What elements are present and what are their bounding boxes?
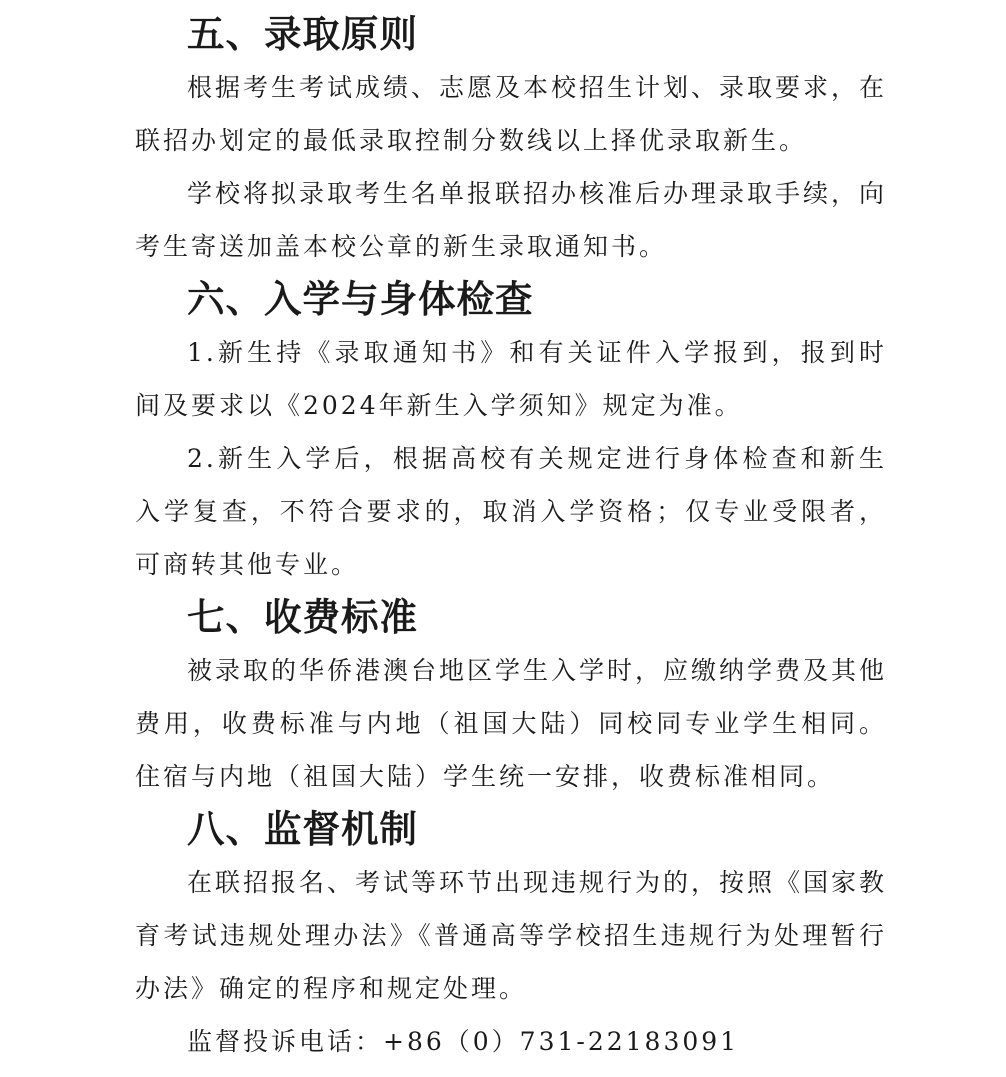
section-heading-fee-standards: 七、收费标准 [187, 595, 418, 639]
paragraph: 1.新生持《录取通知书》和有关证件入学报到，报到时间及要求以《2024年新生入学须知》规定为准。 [135, 338, 887, 420]
complaint-hotline: 监督投诉电话：+86（0）731-22183091 [187, 1027, 740, 1056]
paragraph: 被录取的华侨港澳台地区学生入学时，应缴纳学费及其他费用，收费标准与内地（祖国大陆）同校同专业学生相同。住宿与内地（祖国大陆）学生统一安排，收费标准相同。 [135, 656, 888, 791]
paragraph: 学校将拟录取考生名单报联招办核准后办理录取手续，向考生寄送加盖本校公章的新生录取通知书。 [135, 179, 888, 261]
paragraph: 根据考生考试成绩、志愿及本校招生计划、录取要求，在联招办划定的最低录取控制分数线以上择优录取新生。 [135, 73, 888, 155]
paragraph: 在联招报名、考试等环节出现违规行为的，按照《国家教育考试违规处理办法》《普通高等学校招生违规行为处理暂行办法》确定的程序和规定处理。 [135, 868, 888, 1003]
section-heading-enrollment-health-check: 六、入学与身体检查 [187, 277, 534, 321]
paragraph: 2.新生入学后，根据高校有关规定进行身体检查和新生入学复查，不符合要求的，取消入学资格；仅专业受限者，可商转其他专业。 [135, 444, 887, 579]
section-heading-admission-principles: 五、录取原则 [187, 12, 418, 56]
section-heading-supervision: 八、监督机制 [187, 807, 418, 851]
document-body [135, 8, 887, 1068]
